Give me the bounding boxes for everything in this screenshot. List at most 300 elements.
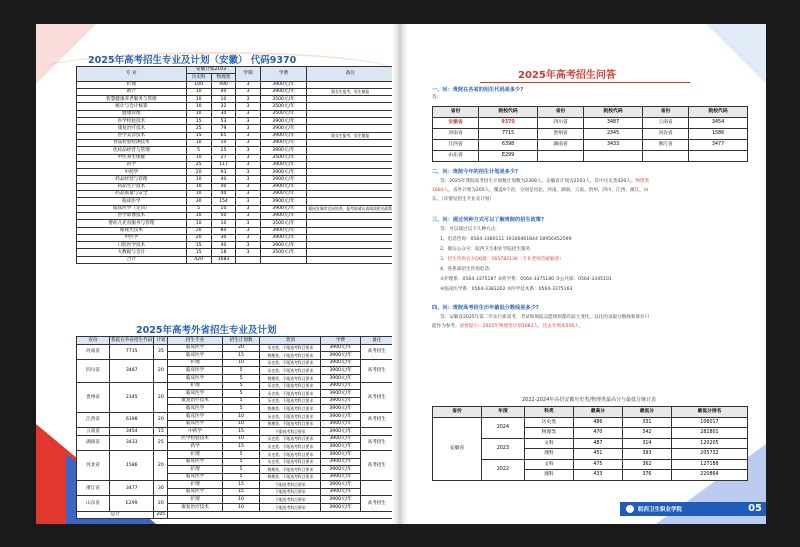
type-cell: 高考招生 (360, 359, 393, 382)
table-cell: 127188 (671, 459, 747, 470)
type-cell: 高考招生 (360, 382, 393, 412)
table-cell: 医学检验技术 (168, 435, 223, 443)
col-plan: 计划 (154, 337, 168, 345)
table-cell: 不限选考科目要求 (260, 504, 321, 512)
table-cell: 历史类、不限选考科目要求 (260, 458, 321, 466)
table-cell (689, 151, 748, 162)
code-cell: 3487 (110, 359, 154, 382)
table-cell: 10 (186, 88, 211, 95)
table-cell: 10 (186, 103, 211, 110)
table-cell (307, 96, 394, 103)
table-cell: 3900元/年 (321, 488, 360, 496)
table-cell: 江西省 (433, 140, 479, 151)
year-cell: 2024 (482, 417, 525, 438)
table-cell: 20 (186, 169, 211, 176)
table-cell (307, 220, 394, 227)
table-cell (307, 139, 394, 146)
province-cell: 浙江省 (77, 481, 110, 496)
table-row (77, 481, 394, 489)
table-row (77, 242, 394, 249)
province-cell: 贵州省 (77, 382, 110, 412)
table-cell: 安徽省 (433, 118, 479, 129)
table-cell: 3 (236, 212, 260, 219)
table-cell: 山东省 (433, 151, 479, 162)
table-cell: 医学影像技术 (77, 212, 187, 219)
table-cell: 10 (211, 205, 236, 212)
table-cell: 3900元/年 (321, 412, 360, 420)
table-cell (307, 227, 394, 234)
type-cell: 高考招生 (360, 450, 393, 480)
title-underline (480, 82, 690, 83)
table-cell: 康复治疗技术 (77, 125, 187, 132)
table-cell: 药品经营与管理 (77, 176, 187, 183)
table-cell: 3477 (689, 140, 748, 151)
table-cell: 3500元/年 (260, 249, 307, 256)
table-cell: 限女生报考，男生慎报 (307, 88, 394, 95)
question-2: 二、问：贵院今年的招生计划是多少? (432, 169, 519, 175)
table-row (77, 234, 394, 241)
table-cell: 15 (222, 428, 259, 436)
table-cell: 3 (236, 88, 260, 95)
table-cell: 3433 (584, 140, 643, 151)
table-cell: 10 (222, 359, 259, 367)
other-province-table (76, 336, 394, 519)
table-cell: E299 (479, 151, 538, 162)
table-cell: 10 (222, 496, 259, 504)
codes-table (432, 106, 748, 162)
table-cell: 3900元/年 (321, 352, 360, 360)
table-cell: 25 (186, 161, 211, 168)
table-cell: 30 (186, 198, 211, 205)
table-row (77, 435, 394, 443)
table-cell: 3900元/年 (321, 382, 360, 390)
table-row (77, 496, 394, 504)
table-cell: 5 (186, 205, 211, 212)
table-cell: 3900元/年 (321, 504, 360, 512)
plan-cell: 35 (154, 344, 168, 359)
table-header: 年度 (482, 407, 525, 418)
table-cell (307, 242, 394, 249)
table-cell: 药品质量与安全 (77, 191, 187, 198)
table-cell: 486 (573, 417, 622, 428)
table-cell: 3 (236, 205, 260, 212)
table-cell: 3 (236, 198, 260, 205)
table-cell: 487 (573, 438, 622, 449)
table-cell: 3900元/年 (260, 198, 307, 205)
page-number: 05 (748, 503, 762, 514)
table-row (77, 176, 394, 183)
right-page (400, 24, 766, 524)
table-cell: 154 (211, 198, 236, 205)
table-cell (307, 191, 394, 198)
table-cell: 临床医学 (77, 198, 187, 205)
province-cell: 湖南省 (77, 435, 110, 450)
answer-3-dept1: ①护理系：0564-3375187 ②药学系：0564-3375180 ③公共部：0564-3345101 (440, 277, 612, 282)
table-row (77, 382, 394, 390)
table-cell: 3 (236, 125, 260, 132)
table-cell: 3900元/年 (321, 481, 360, 489)
table-header: 最低分 (622, 407, 671, 418)
table-cell: 10 (186, 96, 211, 103)
table-cell: 3500元/年 (260, 110, 307, 117)
table-cell: 不限选考科目要求 (260, 496, 321, 504)
table-cell: 5 (222, 374, 259, 382)
table-cell: 3900元/年 (321, 367, 360, 375)
table-cell: 3 (236, 110, 260, 117)
table-row (77, 220, 394, 227)
table-cell: 药学 (168, 443, 223, 451)
table-cell: 331 (622, 417, 671, 428)
table-row (433, 118, 748, 129)
table-row (77, 191, 394, 198)
table-cell: 河北省 (642, 129, 688, 140)
table-header: 省份 (433, 407, 482, 418)
table-cell: 物理类 (524, 428, 573, 439)
table-row (433, 140, 748, 151)
table-cell: 护理 (168, 481, 223, 489)
table-cell: 10 (211, 220, 236, 227)
code-cell: 7715 (110, 344, 154, 359)
table-cell: 3 (236, 154, 260, 161)
table-cell: 3900元/年 (321, 466, 360, 474)
table-cell: 限女生报考，男生慎报 (307, 132, 394, 139)
table-cell: 食品检验检测技术 (77, 139, 187, 146)
footer-bar (620, 502, 766, 516)
answer-3-dept: 4、各系部招生咨询电话: (440, 267, 491, 272)
stats-table (432, 406, 748, 481)
plan-cell: 20 (154, 450, 168, 480)
table-row (77, 110, 394, 117)
table-cell: 7715 (479, 129, 538, 140)
plan-cell: 20 (154, 412, 168, 427)
table-cell: 临床医学 (168, 420, 223, 428)
type-cell: 高考招生 (360, 344, 393, 359)
table-cell (307, 81, 394, 88)
table-cell: 120205 (671, 438, 747, 449)
answer-3-wechat: 2、微信公众号：皖西卫生职业学院招生服务 (440, 247, 531, 252)
table-header: 院校代码 (689, 107, 748, 118)
table-cell (307, 198, 394, 205)
question-1: 一、问：贵院在各省的招生代码是多少? (432, 87, 524, 93)
table-cell: 3900元/年 (260, 176, 307, 183)
table-cell: 362 (622, 459, 671, 470)
page-title-anhui: 2025年高考招生专业及计划（安徽） 代码9370 (88, 55, 297, 66)
province-cell: 山东省 (77, 496, 110, 511)
table-cell: 10 (222, 435, 259, 443)
table-cell: 490 (211, 81, 236, 88)
table-cell: 3500元/年 (260, 103, 307, 110)
left-page (36, 24, 398, 524)
table-cell: 3900元/年 (321, 397, 360, 405)
table-cell: 3 (236, 139, 260, 146)
table-cell: 10 (186, 176, 211, 183)
table-cell: 3 (236, 81, 260, 88)
table-cell: 护理 (168, 382, 223, 390)
table-cell: 3454 (689, 118, 748, 129)
table-cell: 1683 (211, 256, 236, 263)
table-row (77, 103, 394, 110)
table-cell: 3900元/年 (260, 132, 307, 139)
table-cell: 护理 (77, 81, 187, 88)
table-cell: 3900元/年 (321, 428, 360, 436)
table-cell: 合计 (77, 256, 187, 263)
answer-3-phone: 1、电话咨询：0564-3380111 19166461844 18956452599 (440, 237, 572, 242)
table-row (433, 129, 748, 140)
answer-3-qq: 3、招生咨询官方QQ群：165782136（专业老师答疑解惑） (440, 257, 564, 262)
table-cell (307, 212, 394, 219)
table-cell (260, 256, 307, 263)
table-cell: 451 (573, 449, 622, 460)
table-cell: 30 (211, 234, 236, 241)
type-cell: 高考招生 (360, 496, 393, 511)
total-value: 205 (154, 511, 168, 519)
table-cell: 护理 (168, 466, 223, 474)
table-cell: 3900元/年 (321, 496, 360, 504)
table-row (77, 161, 394, 168)
table-cell: 10 (211, 96, 236, 103)
table-cell: 100 (186, 81, 211, 88)
table-cell: 3900元/年 (260, 227, 307, 234)
table-row (77, 132, 394, 139)
table-header: 省份 (433, 107, 479, 118)
table-cell: 历史类、不限选考科目要求 (260, 443, 321, 451)
table-cell: 3900元/年 (321, 405, 360, 413)
table-header: 最低分排名 (671, 407, 747, 418)
table-cell: 物理类、不限选考科目要求 (260, 420, 321, 428)
table-cell (307, 110, 394, 117)
table-row (77, 227, 394, 234)
type-cell (360, 428, 393, 436)
table-cell: 医学美容技术 (77, 132, 187, 139)
table-cell: 3 (236, 242, 260, 249)
plan-cell: 20 (154, 496, 168, 511)
table-row (77, 118, 394, 125)
table-cell: 理科 (524, 449, 573, 460)
table-cell: 3900元/年 (321, 450, 360, 458)
table-row (77, 428, 394, 436)
table-cell: 临床医学 (168, 344, 223, 352)
table-cell (307, 125, 394, 132)
table-cell: 65 (211, 132, 236, 139)
table-cell: 3900元/年 (321, 458, 360, 466)
table-cell: 10 (186, 183, 211, 190)
answer-4-line1: 答：安徽省2025年第二年实行新高考，考试和填报志愿规则都有较大变化，以往的录取分数线和排名只 (440, 315, 650, 320)
province-cell: 安徽省 (433, 417, 482, 480)
table-cell: 3 (236, 147, 260, 154)
table-cell: 中医学 (77, 234, 187, 241)
answer-3-dept2: ④临床医学系：0564-3383202 ⑤医学技术系：0564-3375163 (440, 287, 573, 292)
table-cell: 3487 (584, 118, 643, 129)
province-cell: 四川省 (77, 359, 110, 382)
table-cell: 3900元/年 (260, 242, 307, 249)
col-physics: 物理类 (211, 74, 236, 81)
table-row (77, 359, 394, 367)
table-cell: 3900元/年 (260, 139, 307, 146)
plan-cell: 20 (154, 359, 168, 382)
table-cell: 康复治疗技术 (168, 397, 223, 405)
table-cell: 临床医学 (168, 374, 223, 382)
table-cell: 口腔医学技术 (77, 242, 187, 249)
province-cell: 河北省 (77, 450, 110, 480)
year-cell: 2023 (482, 438, 525, 459)
table-cell (537, 151, 583, 162)
table-cell: 5 (222, 450, 259, 458)
table-row (77, 344, 394, 352)
table-cell: 临床医学 (168, 458, 223, 466)
table-cell: 3 (236, 249, 260, 256)
table-cell: 临床医学（定向） (77, 205, 187, 212)
table-cell (584, 151, 643, 162)
table-cell: 物理类、不限选考科目要求 (260, 405, 321, 413)
table-cell: 117 (211, 161, 236, 168)
table-cell: 3900元/年 (321, 374, 360, 382)
table-cell: 5 (186, 147, 211, 154)
table-cell: 药品生产技术 (77, 183, 187, 190)
table-header: 院校代码 (584, 107, 643, 118)
table-cell: 10 (186, 220, 211, 227)
table-cell: 15 (186, 132, 211, 139)
table-cell: 470 (573, 428, 622, 439)
table-cell: 物理类、不限选考科目要求 (260, 374, 321, 382)
table-cell: 15 (222, 352, 259, 360)
table-cell: 3 (236, 227, 260, 234)
table-cell: 30 (211, 110, 236, 117)
table-cell: 40 (211, 191, 236, 198)
table-row (77, 256, 394, 263)
table-cell: 3 (236, 220, 260, 227)
table-cell: 3900元/年 (260, 212, 307, 219)
table-cell (307, 154, 394, 161)
table-cell: 临床医学 (168, 352, 223, 360)
table-cell: 40 (211, 176, 236, 183)
table-cell: 5 (222, 405, 259, 413)
table-row (77, 96, 394, 103)
table-header: 省份 (537, 107, 583, 118)
table-cell: 40 (211, 242, 236, 249)
table-cell: 3 (236, 103, 260, 110)
table-header: 最高分 (573, 407, 622, 418)
table-cell: 220864 (671, 470, 747, 481)
table-row (77, 88, 394, 95)
table-cell: 3900元/年 (260, 191, 307, 198)
table-cell: 18 (211, 249, 236, 256)
table-cell: 3900元/年 (260, 125, 307, 132)
table-cell: 3900元/年 (260, 234, 307, 241)
qa-title: 2025年高考招生问答 (518, 70, 616, 81)
plan-cell: 20 (154, 382, 168, 412)
table-cell: 15 (222, 481, 259, 489)
table-cell: 四川省 (537, 118, 583, 129)
col-code: 我院在外省招生代码 (111, 337, 153, 343)
table-cell: 5 (222, 382, 259, 390)
table-cell: 婴幼儿托育服务与管理 (77, 220, 187, 227)
table-cell: 3900元/年 (260, 147, 307, 154)
table-cell: 475 (573, 459, 622, 470)
table-cell: 9370 (479, 118, 538, 129)
table-row (77, 154, 394, 161)
table-cell: 浙江省 (642, 140, 688, 151)
table-cell: 433 (573, 470, 622, 481)
table-cell: 3900元/年 (321, 420, 360, 428)
province-cell: 江西省 (77, 412, 110, 427)
table-cell: 中药学 (168, 428, 223, 436)
table-cell: 物理类、不限选考科目要求 (260, 466, 321, 474)
table-cell: 临床医学 (168, 488, 223, 496)
table-cell: 5 (222, 458, 259, 466)
table-cell: 80 (211, 227, 236, 234)
col-major: 招生专业 (168, 337, 223, 345)
table-cell: 文科 (524, 438, 573, 449)
col-category: 类别 (260, 337, 321, 345)
province-cell: 云南省 (77, 428, 110, 436)
table-cell: 3900元/年 (321, 473, 360, 481)
table-cell: 3 (236, 161, 260, 168)
table-cell: 3 (236, 191, 260, 198)
table-cell: 贵州省 (537, 129, 583, 140)
table-cell: 3 (236, 96, 260, 103)
table-cell: 50 (211, 212, 236, 219)
table-cell (307, 256, 394, 263)
answer-3-line1: 答：可以通过以下几种方式: (440, 227, 497, 232)
answer-2-line1: 答：2025年我院高考招生计划数计划数为2308人，安徽省计划为2103人，其中历史类420人；物理类 (440, 179, 650, 184)
anhui-plan-table (76, 66, 394, 264)
table-cell: 药学 (77, 161, 187, 168)
table-cell: 3900元/年 (321, 443, 360, 451)
table-cell: 临床医学 (168, 367, 223, 375)
table-cell: 3900元/年 (321, 359, 360, 367)
table-cell: 历史类、不限选考科目要求 (260, 397, 321, 405)
table-cell: 3 (236, 132, 260, 139)
table-cell: 342 (622, 428, 671, 439)
table-cell (236, 256, 260, 263)
col-years: 学制 (236, 67, 260, 82)
table-cell: 205732 (671, 449, 747, 460)
code-cell: 1586 (110, 450, 154, 480)
table-cell (307, 249, 394, 256)
table-cell: 15 (186, 118, 211, 125)
plan-cell: 30 (154, 481, 168, 496)
table-cell: 医学检验技术 (77, 118, 187, 125)
total-label: 总计 (77, 511, 154, 519)
answer-2-line3: 东。（详情见招生专业及计划） (432, 197, 495, 202)
col-fee: 学费 (321, 337, 360, 345)
decor-triangle (706, 24, 766, 84)
type-cell: 高考招生 (360, 435, 393, 450)
col-type: 备注 (360, 337, 393, 345)
col-subplan: 招生计划数 (222, 337, 259, 345)
table-cell: 3900元/年 (260, 88, 307, 95)
table-cell: 眼视光技术 (77, 227, 187, 234)
table-cell: 27 (211, 154, 236, 161)
col-province: 省份 (77, 337, 110, 345)
table-row (77, 212, 394, 219)
table-cell: 历史类、不限选考科目要求 (260, 390, 321, 398)
table-cell: 3900元/年 (321, 344, 360, 352)
table-cell: 历史类、不限选考科目要求 (260, 412, 321, 420)
code-cell: 2345 (110, 382, 154, 412)
table-cell: 不限选考科目要求 (260, 488, 321, 496)
table-cell: 历史类 (524, 417, 573, 428)
table-cell: 282801 (671, 428, 747, 439)
table-cell: 20 (186, 234, 211, 241)
table-cell: 统计与会计核算 (77, 103, 187, 110)
footer-school: 皖西卫生职业学院 (638, 507, 683, 513)
table-cell: 20 (222, 344, 259, 352)
table-cell: 3900元/年 (260, 205, 307, 212)
table-cell: 大数据与会计 (77, 249, 187, 256)
table-cell (307, 183, 394, 190)
table-cell: 护理 (168, 496, 223, 504)
